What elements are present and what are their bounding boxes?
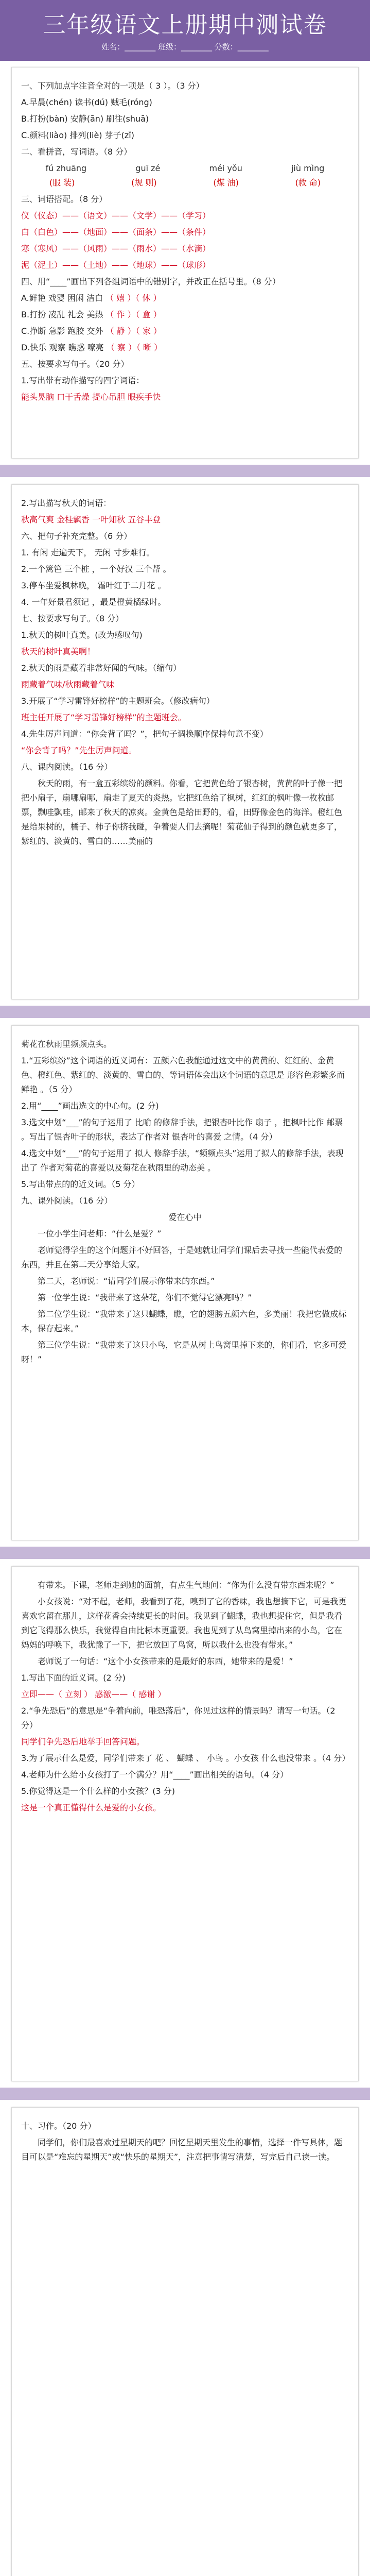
reading-question-5: 5.写出带点的的近义词。（5 分） xyxy=(21,1179,140,1189)
story-paragraph: 第三位学生说：“我带来了这只小鸟，它是从树上鸟窝里掉下来的，你们看，它多可爱呀！” xyxy=(21,1340,347,1364)
word-answer-1: (服 装) xyxy=(49,178,75,188)
pinyin-1: fú zhuāng xyxy=(45,163,87,173)
error-row-3 xyxy=(21,324,349,338)
error-words: C.挣断 急影 跑胶 交外 xyxy=(21,326,103,336)
story-question-5-answer: 这是一个真正懂得什么是爱的小女孩。 xyxy=(21,1803,162,1812)
rewrite-1: 1.秋天的树叶真美。(改为感叹句) xyxy=(21,630,143,640)
story-paragraph: 第一位学生说：“我带来了这朵花，你们不觉得它漂亮吗？” xyxy=(38,1293,252,1302)
error-row-2 xyxy=(21,308,349,322)
section-divider xyxy=(0,1547,370,1559)
question-2: 二、看拼音，写词语。（8 分） xyxy=(21,147,132,157)
rewrite-3: 3.开展了“学习雷锋好榜样”的主题班会。（修改病句） xyxy=(21,696,215,706)
question-5-1-answer: 能头晃脑 口干舌燥 提心吊胆 眼疾手快 xyxy=(21,392,161,402)
pinyin-2: guī zé xyxy=(135,163,161,173)
sentence-2: 2.一个篱笆 三个桩 ，一个好汉 三个帮 。 xyxy=(21,564,171,574)
rewrite-4: 4.先生厉声问道：“你会背了吗？”，把句子调换顺序保持句意不变） xyxy=(21,729,268,739)
question-5-2: 2.写出描写秋天的词语： xyxy=(21,498,112,508)
rewrite-3-answer: 班主任开展了“学习雷锋好榜样”的主题班会。 xyxy=(21,713,186,722)
page-title: 三年级语文上册期中测试卷 xyxy=(43,12,327,38)
exam-card-5 xyxy=(11,2107,359,2576)
rewrite-4-answer: “你会背了吗？”先生厉声问道。 xyxy=(21,745,137,755)
error-words: B.打扮 凌乱 礼会 美热 xyxy=(21,310,103,319)
question-9: 九、课外阅读。（16 分） xyxy=(21,1196,113,1206)
question-8: 八、课内阅读。（16 分） xyxy=(21,762,113,772)
question-1: 一、下列加点字注音全对的一项是（ 3 ）。（3 分） xyxy=(21,81,204,91)
error-fix: （ 嬉 ）（ 休 ） xyxy=(105,293,162,303)
pair-row-3: 寒（寒风）——（风雨）——（雨水）——（水滴） xyxy=(21,244,211,253)
story-paragraph: 老师说了一句话：“这个小女孩带来的是最好的东西，她带来的是爱！” xyxy=(38,1656,293,1666)
pair-row-2: 白（白色）——（地面）——（面条）——（条件） xyxy=(21,227,211,237)
exam-card-2 xyxy=(11,484,359,999)
pair-row-1: 仪（仪态）——（语文）——（文学）——（学习） xyxy=(21,211,211,221)
question-5-1: 1.写出带有动作描写的四字词语： xyxy=(21,376,145,385)
error-words: D.快乐 观察 瞧惑 嘹亮 xyxy=(21,343,104,352)
pinyin-row xyxy=(21,161,349,176)
question-7: 七、按要求写句子。（8 分） xyxy=(21,614,124,623)
story-paragraph: 第二天，老师说：“请同学们展示你带来的东西。” xyxy=(38,1276,215,1286)
pair-row-4: 泥（泥土）——（土地）——（地球）——（球形） xyxy=(21,260,211,270)
section-divider xyxy=(0,465,370,477)
reading-question-3: 3.选文中划“___”的句子运用了 比喻 的修辞手法，把银杏叶比作 扇子 ，把枫叶比作 邮票 。写出了银杏叶子的形状，表达了作者对 银杏叶的喜爱 之情。（4 分） xyxy=(21,1117,343,1142)
sentence-4: 4. 一年好景君须记 ，最是橙黄橘绿时。 xyxy=(21,597,166,607)
question-5-2-answer: 秋高气爽 金桂飘香 一叶知秋 五谷丰登 xyxy=(21,515,161,524)
question-3: 三、词语搭配。（8 分） xyxy=(21,194,108,204)
story-question-1: 1.写出下面的近义词。(2 分) xyxy=(21,1673,126,1683)
story-title: 爱在心中 xyxy=(168,1212,202,1222)
question-1-option-c: C.颜料(liào) 排列(liè) 芽子(zǐ) xyxy=(21,130,134,140)
error-fix: （ 静 ）（ 家 ） xyxy=(105,326,162,336)
story-paragraph: 老师觉得学生的这个问题并不好回答，于是她就让同学们课后去寻找一些能代表爱的东西，并且在第二天分享给大家。 xyxy=(21,1245,343,1269)
story-question-4: 4.老师为什么给小女孩打了一个满分？用“____”画出相关的语句。（4 分） xyxy=(21,1770,289,1780)
question-4: 四、用“____”画出下列各组词语中的错别字，并改正在括号里。（8 分） xyxy=(21,277,280,286)
word-answer-2: (规 则) xyxy=(131,178,157,188)
story-paragraph: 第二位学生说：“我带来了这只蝴蝶，瞧，它的翅膀五颜六色，多美丽！我把它做成标本，保存起来。” xyxy=(21,1309,347,1333)
reading-question-4: 4.选文中划“___”的句子运用了 拟人 修辞手法，“频频点头”运用了拟人的修辞手法，表现出了 作者对菊花的喜爱以及菊花在秋雨里的动态美 。 xyxy=(21,1148,344,1173)
section-divider xyxy=(0,1006,370,1018)
story-paragraph: 小女孩说：“对不起，老师，我看到了花，嗅到了它的香味，我也想摘下它，可是我更喜欢它留在那儿，这样花香会持续更长的时间。我见到了蝴蝶，我也想捉住它，但是我看到它飞得那么快乐，我觉得自由比标本更重要。我也见到了从鸟窝里掉出来的小鸟，它在妈妈的呼唤下，我犹豫了一下，把它放回了鸟窝，所以我什么也没有带来。” xyxy=(21,1597,347,1650)
story-question-3: 3.为了展示什么是爱，同学们带来了 花 、 蝴蝶 、 小鸟 。小女孩 什么也没带来 。（4 分） xyxy=(21,1753,350,1763)
story-question-5: 5.你觉得这是一个什么样的小女孩？(3 分) xyxy=(21,1786,175,1796)
story-question-2: 2.“争先恐后”的意思是“争着向前，唯恐落后”，你见过这样的情景吗？请写一句话。（2 分） xyxy=(21,1706,336,1730)
student-info-line: 姓名：________ 班级：________ 分数：________ xyxy=(101,42,269,52)
question-5: 五、按要求写句子。（20 分） xyxy=(21,359,129,369)
sentence-3: 3.停车坐爱枫林晚， 霜叶红于二月花 。 xyxy=(21,581,166,590)
error-row-4 xyxy=(21,341,349,355)
exam-card-4 xyxy=(11,1566,359,2081)
question-10: 十、习作。（20 分） xyxy=(21,2121,96,2131)
essay-prompt: 同学们，你们最喜欢过星期天的吧？回忆星期天里发生的事情，选择一件写具体，题目可以是“难忘的星期天”或“快乐的星期天”，注意把事情写清楚，写完后自己读一读。 xyxy=(21,2138,343,2162)
pinyin-3: méi yǒu xyxy=(209,163,242,173)
rewrite-1-answer: 秋天的树叶真美啊！ xyxy=(21,647,96,656)
header-banner xyxy=(0,0,370,61)
question-1-option-a: A.早晨(chén) 读书(dú) 贼毛(róng) xyxy=(21,97,152,107)
rewrite-2-answer: 雨藏着气味/秋雨藏着气味 xyxy=(21,680,115,689)
reading-question-2: 2.用“____”画出选文的中心句。(2 分) xyxy=(21,1101,159,1111)
pinyin-4: jiù mìng xyxy=(291,163,325,173)
question-1-option-b: B.打扮(bàn) 安静(ān) 刷往(shuā) xyxy=(21,114,149,124)
sentence-1: 1. 有闲 走遍天下， 无闲 寸步难行。 xyxy=(21,548,155,557)
reading-passage: 秋天的雨，有一盒五彩缤纷的颜料。你看，它把黄色给了银杏树，黄黄的叶子像一把把小扇子，扇哪扇哪，扇走了夏天的炎热。它把红色给了枫树，红红的枫叶像一枚枚邮票，飘哇飘哇，邮来了秋天的凉爽。金黄色是给田野的，看，田野像金色的海洋。橙红色是给果树的，橘子、柿子你挤我碰，争着要人们去摘呢！菊花仙子得到的颜色就更多了，紫红的、淡黄的、雪白的……美丽的 xyxy=(21,778,343,846)
word-answer-3: (煤 油) xyxy=(213,178,239,188)
reading-continued: 菊花在秋雨里频频点头。 xyxy=(21,1039,112,1049)
exam-card-1 xyxy=(11,67,359,459)
error-row-1 xyxy=(21,291,349,306)
word-row xyxy=(21,176,349,190)
story-question-2-answer: 同学们争先恐后地举手回答问题。 xyxy=(21,1737,145,1747)
error-fix: （ 作 ）（ 盒 ） xyxy=(105,310,162,319)
story-paragraph: 一位小学生问老师：“什么是爱？” xyxy=(38,1229,162,1239)
error-fix: （ 察 ）（ 晰 ） xyxy=(106,343,163,352)
question-6: 六、把句子补充完整。（6 分） xyxy=(21,531,132,541)
rewrite-2: 2.秋天的雨是藏着非常好闻的气味。（缩句） xyxy=(21,663,182,673)
error-words: A.鲜艳 戏婴 困闲 洁白 xyxy=(21,293,103,303)
exam-card-3 xyxy=(11,1025,359,1540)
reading-question-1: 1.“五彩缤纷”这个词语的近义词有：五颜六色我能通过这文中的黄黄的、红红的、金黄色、橙红色、紫红的、淡黄的、雪白的、等词语体会出这个词语的意思是 形容色彩繁多而鲜艳 。（5 分） xyxy=(21,1056,345,1094)
story-paragraph: 有带来。下课，老师走到她的面前，有点生气地问：“你为什么没有带东西来呢？” xyxy=(38,1580,334,1590)
word-answer-4: (救 命) xyxy=(295,178,321,188)
story-question-1-answer: 立即——（ 立刻 ） 感激——（ 感谢 ） xyxy=(21,1689,166,1699)
section-divider xyxy=(0,2088,370,2100)
